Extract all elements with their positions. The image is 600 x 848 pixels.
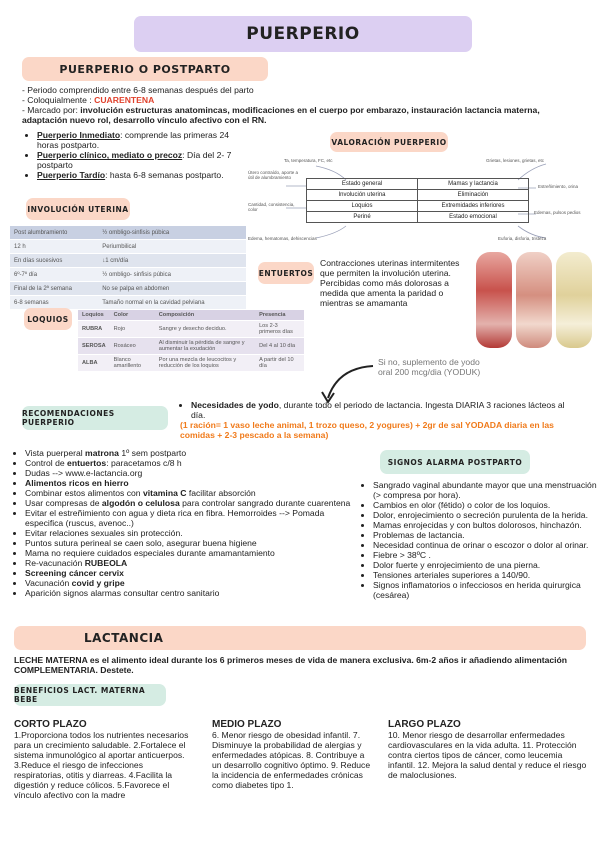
recomendacion-item: • Evitar relaciones sexuales sin protección. xyxy=(25,528,355,538)
valoracion-label: Estreñimiento, orina xyxy=(538,184,579,189)
recomendaciones-list xyxy=(14,448,355,598)
curved-arrow-icon xyxy=(318,360,378,404)
recomendacion-item: • Screening cáncer cervix xyxy=(25,568,355,578)
alarma-item: • Sangrado vaginal abundante mayor que una menstruación (> compresa por hora). xyxy=(373,480,600,500)
valoracion-label: Euforia, disforia, tristeza xyxy=(498,236,547,241)
involucion-cell: 12 h xyxy=(10,240,98,254)
loquios-header: Presencia xyxy=(255,310,304,321)
valoracion-cell: Estado emocional xyxy=(418,212,529,223)
postparto-definition xyxy=(22,85,582,125)
alarma-item: • Necesidad continua de orinar o escozor o dolor al orinar. xyxy=(373,540,600,550)
loquios-table xyxy=(78,310,304,372)
involucion-cell: ½ ombligo-sinfisis púbica xyxy=(98,226,246,240)
recomendacion-item: • Dudas --> www.e-lactancia.org xyxy=(25,468,355,478)
involucion-cell: En días sucesivos xyxy=(10,254,98,268)
valoracion-label: Edemas, pulsos pedios xyxy=(534,210,581,215)
recomendacion-item: • Vista puerperal matrona 1º sem postparto xyxy=(25,448,355,458)
page-title: PUERPERIO xyxy=(134,16,472,52)
involucion-cell: Final de la 2ª semana xyxy=(10,282,98,296)
valoracion-label: Edema, hematomas, dehiscencias xyxy=(248,236,317,241)
phase-tardio: • Puerperio Tardío: hasta 6-8 semanas postparto. xyxy=(37,170,249,180)
recomendacion-item: • Combinar estos alimentos con vitamina C facilitar absorción xyxy=(25,488,355,498)
recomendaciones-heading: RECOMENDACIONES PUERPERIO xyxy=(22,406,168,430)
loquios-heading: LOQUIOS xyxy=(24,308,72,330)
involucion-cell: No se palpa en abdomen xyxy=(98,282,246,296)
corto-title: CORTO PLAZO xyxy=(14,719,87,730)
loquios-cell: Rojo xyxy=(110,321,155,338)
corto-text: 1.Proporciona todos los nutrientes necesarios para un crecimiento saludable. 2.Fortalece el sistema inmunológico al aportar anticuerpos. 3.Reduce el riesgo de infecciones respiratorias, otitis y diarreas. 4.Facilita la digestión y reduce cólicos. 5.Favorece el vínculo afectivo con la madre xyxy=(14,730,189,800)
valoracion-table xyxy=(306,178,529,223)
valoracion-diagram xyxy=(246,156,596,248)
valoracion-cell: Mamas y lactancia xyxy=(418,179,529,190)
yodo-block xyxy=(180,400,580,440)
phases-list xyxy=(26,130,249,180)
medio-title: MEDIO PLAZO xyxy=(212,719,282,730)
loquios-header: Composición xyxy=(155,310,255,321)
valoracion-cell: Loquios xyxy=(307,201,418,212)
recomendacion-item: • Evitar el estreñimiento con agua y dieta rica en fibra. Hemorroides --> Pomada especifica (ruscus, avenoc..) xyxy=(25,508,355,528)
entuertos-heading: ENTUERTOS xyxy=(258,262,314,284)
valoracion-label: Ta, temperatura, FC, etc xyxy=(284,158,333,163)
recomendacion-item: • Vacunación covid y gripe xyxy=(25,578,355,588)
alarma-item: • Problemas de lactancia. xyxy=(373,530,600,540)
loquios-image-alba xyxy=(556,252,592,348)
involucion-cell: ½ ombligo- sinfisis púbica xyxy=(98,268,246,282)
loquios-cell: RUBRA xyxy=(78,321,110,338)
involucion-cell: ↓1 cm/día xyxy=(98,254,246,268)
loquios-cell: Sangre y desecho deciduo. xyxy=(155,321,255,338)
postparto-line2: - Coloquialmente : CUARENTENA xyxy=(22,95,155,105)
valoracion-cell: Estado general xyxy=(307,179,418,190)
involucion-cell: Periumbilical xyxy=(98,240,246,254)
postparto-heading: PUERPERIO O POSTPARTO xyxy=(22,57,268,81)
largo-title: LARGO PLAZO xyxy=(388,719,461,730)
beneficios-corto xyxy=(14,720,190,800)
alarma-item: • Mamas enrojecidas y con bultos dolorosos, hinchazón. xyxy=(373,520,600,530)
involucion-cell: 6º-7º día xyxy=(10,268,98,282)
valoracion-cell: Extremidades inferiores xyxy=(418,201,529,212)
recomendacion-item: • Mama no requiere cuidados especiales durante amamantamiento xyxy=(25,548,355,558)
alarma-list xyxy=(362,480,600,600)
lactancia-intro: LECHE MATERNA es el alimento ideal durante los 6 primeros meses de vida de manera exclusiva. 6m-2 años ir añadiendo alimentación COMPLEMENTARIA. Destete. xyxy=(14,655,568,675)
involucion-heading: INVOLUCIÓN UTERINA xyxy=(26,198,130,220)
loquios-image-serosa xyxy=(516,252,552,348)
valoracion-cell: Periné xyxy=(307,212,418,223)
alarma-item: • Fiebre > 38ºC . xyxy=(373,550,600,560)
valoracion-label: Útero contraído, aporte a útil de alumbramiento xyxy=(248,170,299,180)
postparto-line1: - Periodo comprendido entre 6-8 semanas después del parto xyxy=(22,85,254,95)
valoracion-cell: Eliminación xyxy=(418,190,529,201)
recomendacion-item: • Control de entuertos: paracetamos c/8 h xyxy=(25,458,355,468)
loquios-cell: Blanco amarillento xyxy=(110,355,155,372)
loquios-cell: SEROSA xyxy=(78,338,110,355)
beneficios-largo xyxy=(388,720,588,780)
yodo-item: • Necesidades de yodo, durante todo el periodo de lactancia. Ingesta DIARIA 3 raciones lácteos al día. xyxy=(191,400,580,420)
loquios-header: Loquios xyxy=(78,310,110,321)
valoracion-cell: Involución uterina xyxy=(307,190,418,201)
valoracion-label: Cantidad, consistencia, color xyxy=(248,202,295,212)
medio-text: 6. Menor riesgo de obesidad infantil. 7. Disminuye la probabilidad de alergias y enfermedades atópicas. 8. Contribuye a un desarrollo cognitivo óptimo. 9. Reduce la incidencia de enfermedades crónicas como diabetes tipo 1. xyxy=(212,730,371,790)
yodo-detail: (1 ración= 1 vaso leche animal, 1 trozo queso, 2 yogures) + 2gr de sal YODADA diaria en las comidas + 2-3 pescado a la semana) xyxy=(180,420,554,440)
recomendacion-item: • Aparición signos alarmas consultar centro sanitario xyxy=(25,588,355,598)
beneficios-medio xyxy=(212,720,372,790)
involucion-cell: 6-8 semanas xyxy=(10,296,98,310)
involucion-cell: Post alumbramiento xyxy=(10,226,98,240)
largo-text: 10. Menor riesgo de desarrollar enfermedades cardiovasculares en la vida adulta. 11. Protección contra ciertos tipos de cáncer, como leucemia infantil. 12. Mejora la salud dental y reduce el riesgo de maloclusiones. xyxy=(388,730,587,780)
valoracion-label: Grietas, lesiones, grietas, etc xyxy=(486,158,545,163)
valoracion-heading: VALORACIÓN PUERPERIO xyxy=(330,132,448,152)
recomendacion-item: • Alimentos ricos en hierro xyxy=(25,478,355,488)
lactancia-heading: LACTANCIA xyxy=(14,626,586,650)
loquios-cell: Al disminuir la pérdida de sangre y aumentar la exudación xyxy=(155,338,255,355)
involucion-table xyxy=(10,226,246,310)
suplemento-text: Si no, suplemento de yodo oral 200 mcg/dia (YODUK) xyxy=(378,357,481,377)
entuertos-text: Contracciones uterinas intermitentes que permiten la involución uterina. Percibidas como más dolorosas a medida que amenta la paridad o mientras se amamanta xyxy=(320,258,460,308)
alarma-item: • Dolor fuerte y enrojecimiento de una pierna. xyxy=(373,560,600,570)
loquios-cell: ALBA xyxy=(78,355,110,372)
phase-clinico: • Puerperio clínico, mediato o precoz: Día del 2- 7 postparto xyxy=(37,150,249,170)
loquios-cell: Por una mezcla de leucocitos y reducción de los loquios xyxy=(155,355,255,372)
alarma-item: • Signos inflamatorios o infecciosos en herida quirurgica (cesárea) xyxy=(373,580,600,600)
alarma-heading: SIGNOS ALARMA POSTPARTO xyxy=(380,450,530,474)
loquios-header: Color xyxy=(110,310,155,321)
loquios-cell: Rosáceo xyxy=(110,338,155,355)
loquios-cell: Los 2-3 primeros días xyxy=(255,321,304,338)
alarma-item: • Cambios en olor (fétido) o color de los loquios. xyxy=(373,500,600,510)
involucion-cell: Tamaño normal en la cavidad pelviana xyxy=(98,296,246,310)
recomendacion-item: • Re-vacunación RUBEOLA xyxy=(25,558,355,568)
loquios-cell: Del 4 al 10 día xyxy=(255,338,304,355)
postparto-line3: - Marcado por: involución estructuras anatomincas, modificaciones en el cuerpo por embarazo, instauración lactancia materna, adaptación nuevo rol, desarrollo vínculo afectivo con el RN. xyxy=(22,105,540,125)
alarma-item: • Tensiones arteriales superiores a 140/90. xyxy=(373,570,600,580)
alarma-item: • Dolor, enrojecimiento o secreción purulenta de la herida. xyxy=(373,510,600,520)
beneficios-heading: BENEFICIOS LACT. MATERNA BEBE xyxy=(14,684,166,706)
recomendacion-item: • Puntos sutura perineal se caen solo, asegurar buena higiene xyxy=(25,538,355,548)
loquios-image-rubra xyxy=(476,252,512,348)
loquios-cell: A partir del 10 día xyxy=(255,355,304,372)
recomendacion-item: • Usar compresas de algodón o celulosa para controlar sangrado durante cuarentena xyxy=(25,498,355,508)
phase-inmediato: • Puerperio Inmediato: comprende las primeras 24 horas postparto. xyxy=(37,130,249,150)
